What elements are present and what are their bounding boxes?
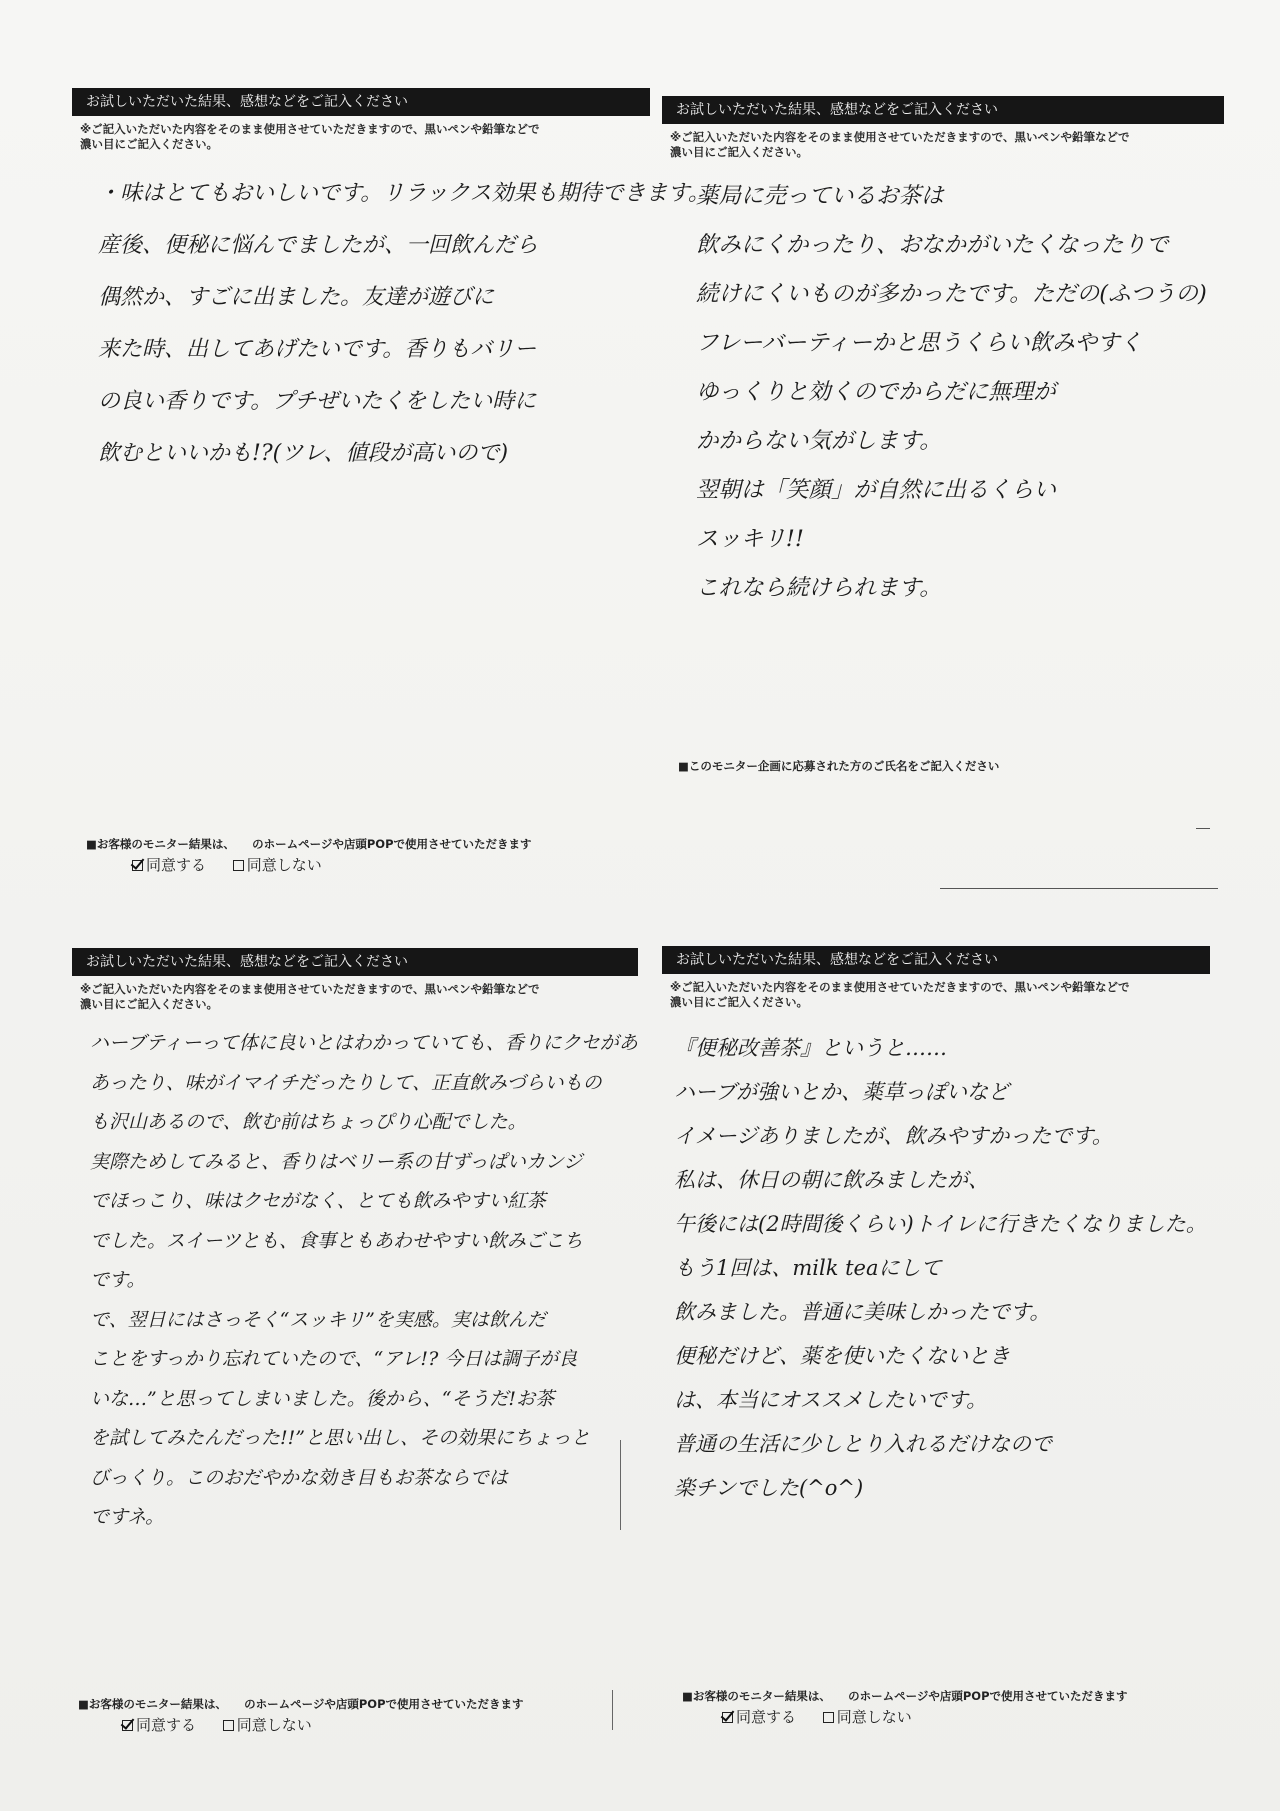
- handwritten-line: ですネ。: [90, 1506, 165, 1528]
- handwritten-comment: [696, 172, 1210, 613]
- handwritten-line: でした。スイーツとも、食事ともあわせやすい飲みごこち: [90, 1229, 583, 1252]
- handwritten-line: いな…”と思ってしまいました。後から、“そうだ!お茶: [90, 1387, 555, 1410]
- agree-checkbox[interactable]: [132, 860, 143, 871]
- handwritten-line: 偶然か、すごに出ました。友達が遊びに: [98, 285, 495, 310]
- agree-checkbox[interactable]: [722, 1712, 733, 1723]
- handwritten-line: あったり、味がイマイチだったりして、正直飲みづらいもの: [90, 1071, 602, 1094]
- consent-options: [722, 1706, 934, 1727]
- agree-option[interactable]: 同意する: [722, 1708, 796, 1726]
- handwritten-line: 楽チンでした(^o^): [674, 1476, 864, 1500]
- divider-line: [620, 1440, 621, 1530]
- handwritten-line: 私は、休日の朝に飲みましたが、: [674, 1168, 989, 1192]
- card-instruction: ※ご記入いただいた内容をそのまま使用させていただきますので、黒いペンや鉛筆などで 濃い目にご記入ください。: [670, 130, 1130, 159]
- agree-option[interactable]: 同意する: [122, 1716, 196, 1734]
- handwritten-line: 飲みにくかったり、おなかがいたくなったりで: [696, 232, 1169, 258]
- handwritten-line: 『便秘改善茶』というと……: [674, 1036, 947, 1060]
- card-instruction: ※ご記入いただいた内容をそのまま使用させていただきますので、黒いペンや鉛筆などで 濃い目にご記入ください。: [80, 982, 540, 1011]
- handwritten-comment: [90, 1024, 638, 1538]
- handwritten-line: もう1回は、milk teaにして: [674, 1256, 942, 1280]
- handwritten-line: 飲むといいかも!?(ツレ、値段が高いので): [98, 441, 509, 466]
- handwritten-line: 来た時、出してあげたいです。香りもバリー: [98, 337, 537, 362]
- handwritten-line: 産後、便秘に悩んでましたが、一回飲んだら: [98, 233, 539, 258]
- card-header: お試しいただいた結果、感想などをご記入ください: [72, 948, 638, 976]
- survey-card-2: [662, 96, 1224, 806]
- handwritten-line: これなら続けられます。: [696, 575, 942, 601]
- card-header: お試しいただいた結果、感想などをご記入ください: [662, 96, 1224, 124]
- consent-options: [132, 854, 344, 875]
- handwritten-line: 午後には(2時間後くらい)トイレに行きたくなりました。: [674, 1212, 1207, 1236]
- handwritten-line: でほっこり、味はクセがなく、とても飲みやすい紅茶: [90, 1190, 546, 1212]
- disagree-option[interactable]: 同意しない: [223, 1716, 312, 1734]
- consent-label: ■お客様のモニター結果は、 のホームページや店頭POPで使用させていただきます: [682, 1689, 1128, 1703]
- handwritten-line: 普通の生活に少しとり入れるだけなので: [674, 1432, 1052, 1456]
- consent-label: ■お客様のモニター結果は、 のホームページや店頭POPで使用させていただきます: [86, 837, 532, 851]
- divider-line: [612, 1690, 613, 1730]
- consent-label: ■お客様のモニター結果は、 のホームページや店頭POPで使用させていただきます: [78, 1697, 524, 1711]
- agree-checkbox[interactable]: [122, 1720, 133, 1731]
- disagree-checkbox[interactable]: [823, 1712, 834, 1723]
- name-field-label: ■このモニター企画に応募された方のご氏名をご記入ください: [678, 759, 1000, 773]
- handwritten-line: の良い香りです。プチぜいたくをしたい時に: [98, 389, 537, 414]
- handwritten-comment: [674, 1026, 1207, 1510]
- handwritten-line: も沢山あるので、飲む前はちょっぴり心配でした。: [90, 1111, 527, 1133]
- handwritten-line: ハーブティーって体に良いとはわかっていても、香りにクセがあ: [90, 1032, 638, 1054]
- handwritten-line: は、本当にオススメしたいです。: [674, 1388, 988, 1412]
- handwritten-line: を試してみたんだった!!”と思い出し、その効果にちょっと: [90, 1427, 590, 1449]
- card-header: お試しいただいた結果、感想などをご記入ください: [662, 946, 1210, 974]
- handwritten-line: 翌朝は「笑顔」が自然に出るくらい: [696, 477, 1057, 503]
- handwritten-line: フレーバーティーかと思うくらい飲みやすく: [696, 330, 1143, 356]
- handwritten-line: ハーブが強いとか、薬草っぽいなど: [674, 1080, 1009, 1104]
- survey-card-3: [72, 948, 638, 1748]
- handwritten-comment: [98, 168, 710, 480]
- divider-line: [940, 888, 1218, 889]
- handwritten-line: びっくり。このおだやかな効き目もお茶ならでは: [90, 1466, 508, 1489]
- card-instruction: ※ご記入いただいた内容をそのまま使用させていただきますので、黒いペンや鉛筆などで 濃い目にご記入ください。: [670, 980, 1130, 1009]
- survey-card-4: [662, 946, 1210, 1746]
- card-instruction: ※ご記入いただいた内容をそのまま使用させていただきますので、黒いペンや鉛筆などで 濃い目にご記入ください。: [80, 122, 540, 151]
- handwritten-line: ・味はとてもおいしいです。リラックス効果も期待できます。: [98, 181, 710, 206]
- handwritten-line: ゆっくりと効くのでからだに無理が: [696, 379, 1056, 405]
- survey-card-1: [72, 88, 710, 878]
- handwritten-line: 飲みました。普通に美味しかったです。: [674, 1300, 1051, 1324]
- handwritten-line: 続けにくいものが多かったです。ただの(ふつうの): [696, 281, 1207, 307]
- handwritten-line: で、翌日にはさっそく“スッキリ”を実感。実は飲んだ: [90, 1308, 546, 1331]
- handwritten-line: かからない気がします。: [696, 428, 942, 454]
- card-header: お試しいただいた結果、感想などをご記入ください: [72, 88, 650, 116]
- handwritten-line: ことをすっかり忘れていたので、“アレ!? 今日は調子が良: [90, 1348, 578, 1370]
- handwritten-line: イメージありましたが、飲みやすかったです。: [674, 1124, 1113, 1148]
- handwritten-line: 実際ためしてみると、香りはベリー系の甘ずっぱいカンジ: [90, 1150, 583, 1173]
- disagree-option[interactable]: 同意しない: [233, 856, 322, 874]
- handwritten-line: スッキリ!!: [696, 526, 804, 552]
- handwritten-line: 便秘だけど、薬を使いたくないとき: [674, 1344, 1010, 1368]
- agree-option[interactable]: 同意する: [132, 856, 206, 874]
- disagree-option[interactable]: 同意しない: [823, 1708, 912, 1726]
- consent-options: [122, 1714, 334, 1735]
- disagree-checkbox[interactable]: [223, 1720, 234, 1731]
- divider-line: [1196, 828, 1210, 829]
- disagree-checkbox[interactable]: [233, 860, 244, 871]
- handwritten-line: 薬局に売っているお茶は: [696, 183, 944, 209]
- handwritten-line: です。: [90, 1269, 146, 1291]
